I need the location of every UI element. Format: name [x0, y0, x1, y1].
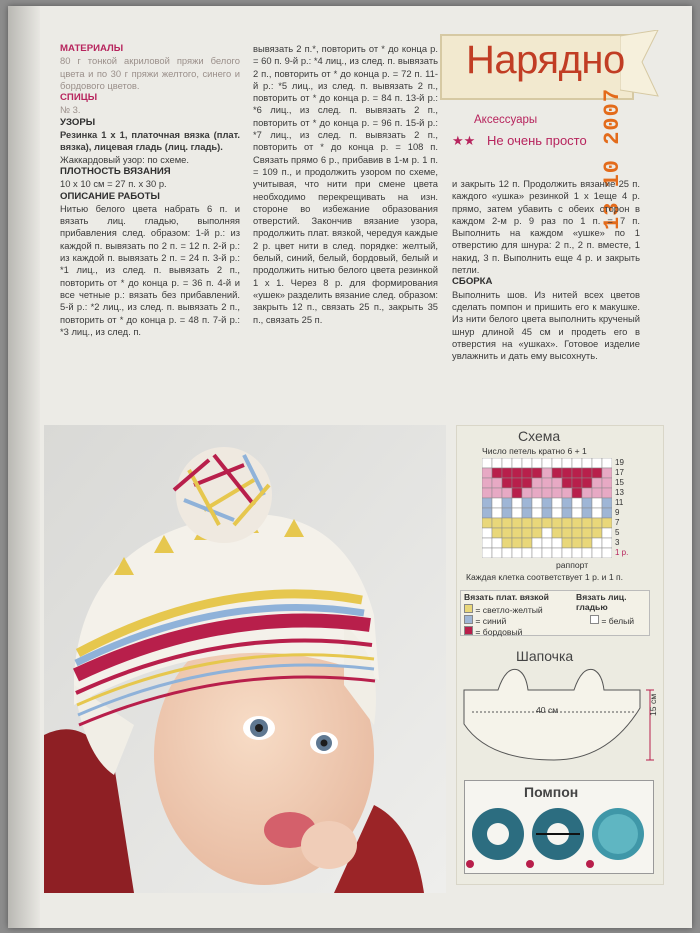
chart-cell — [552, 468, 562, 478]
chart-cell — [562, 498, 572, 508]
chart-cell — [492, 468, 502, 478]
yellow-swatch — [464, 604, 473, 613]
burgundy-swatch — [464, 626, 473, 635]
chart-cell — [562, 518, 572, 528]
chart-cell — [522, 508, 532, 518]
blue-swatch — [464, 615, 473, 624]
page-binding — [8, 6, 40, 928]
chart-cell — [522, 498, 532, 508]
chart-cell — [592, 488, 602, 498]
chart-cell — [492, 458, 502, 468]
chart-cell — [492, 478, 502, 488]
chart-cell — [552, 518, 562, 528]
chart-cell — [502, 528, 512, 538]
chart-cell — [522, 458, 532, 468]
chart-cell — [602, 488, 612, 498]
patterns-heading: УЗОРЫ — [60, 116, 96, 128]
chart-cell — [542, 518, 552, 528]
chart-cell — [532, 488, 542, 498]
jacquard-text: Жаккардовый узор: по схеме. — [60, 153, 190, 165]
chart-cell — [502, 468, 512, 478]
chart-cell — [542, 508, 552, 518]
legend-garter-heading: Вязать плат. вязкой — [464, 592, 549, 602]
legend-white-label: = белый — [601, 616, 635, 626]
chart-cell — [572, 538, 582, 548]
chart-cell — [522, 528, 532, 538]
chart-cell — [502, 498, 512, 508]
chart-cell — [552, 488, 562, 498]
chart-cell — [482, 498, 492, 508]
chart-cell — [542, 528, 552, 538]
row-number: 17 — [615, 468, 624, 477]
row-number: 3 — [615, 538, 620, 547]
chart-cell — [532, 508, 542, 518]
chart-cell — [592, 508, 602, 518]
hat-title: Шапочка — [516, 648, 574, 664]
chart-cell — [562, 468, 572, 478]
row-number: 7 — [615, 518, 620, 527]
chart-cell — [502, 538, 512, 548]
chart-cell — [512, 548, 522, 558]
chart-cell — [602, 498, 612, 508]
chart-cell — [532, 528, 542, 538]
chart-cell — [532, 468, 542, 478]
legend-burgundy-label: = бордовый — [475, 627, 523, 637]
chart-cell — [562, 528, 572, 538]
chart-cell — [552, 538, 562, 548]
chart-cell — [582, 498, 592, 508]
row-number: 13 — [615, 488, 624, 497]
chart-cell — [542, 458, 552, 468]
gauge-text: 10 х 10 см = 27 п. х 30 р. — [60, 178, 167, 190]
chart-cell — [602, 548, 612, 558]
chart-cell — [542, 538, 552, 548]
column-3-text: и закрыть 12 п. Продолжить вязание 25 п. каждого «ушка» резинкой 1 х 1еще 4 р. прямо, затем убавить с обеих сторон в каждом 2-м р. 9 раз по 1 п. = 7 п. Выполнить на каждом «ушке» по 1 отверстию для шнура: 2 п., 2 п. вместе, 1 накид, 3 п. Выполнить еще 4 р. и закрыть петли. — [452, 178, 640, 276]
hat-height: 15 см — [648, 693, 658, 716]
chart-cell — [582, 458, 592, 468]
chart-cell — [572, 498, 582, 508]
chart-cell — [532, 498, 542, 508]
difficulty-stars: ★★ — [452, 133, 476, 148]
column-2 — [253, 43, 438, 326]
chart-cell — [522, 478, 532, 488]
baby-photo — [44, 425, 446, 893]
chart-cell — [552, 528, 562, 538]
white-swatch — [590, 615, 599, 624]
assembly-text: Выполнить шов. Из нитей всех цветов сделать помпон и пришить его к макушке. Из нити белого цвета выполнить крученый шнур длиной 45 см и продеть его в отверстия на «ушках». Готовое изделие увлажнить и дать ему высохнуть. — [452, 288, 640, 362]
chart-row-numbers — [615, 458, 637, 558]
chart-cell — [602, 468, 612, 478]
legend-white — [590, 615, 634, 626]
chart-cell — [562, 488, 572, 498]
chart-cell — [562, 458, 572, 468]
chart-cell — [502, 548, 512, 558]
chart-cell — [582, 468, 592, 478]
chart-cell — [512, 478, 522, 488]
row-number: 19 — [615, 458, 624, 467]
chart-cell — [582, 528, 592, 538]
date-stamp: 13 10 2007 — [600, 87, 625, 230]
chart-cell — [572, 548, 582, 558]
chart-cell — [512, 468, 522, 478]
rib-text: Резинка 1 х 1, платочная вязка (плат. вязка), лицевая гладь (лиц. гладь). — [60, 129, 240, 153]
chart-subtitle: Число петель кратно 6 + 1 — [482, 446, 587, 456]
chart-cell — [592, 468, 602, 478]
needles-heading: СПИЦЫ — [60, 92, 98, 104]
chart-cell — [522, 518, 532, 528]
chart-cell — [492, 498, 502, 508]
chart-cell — [492, 518, 502, 528]
difficulty-text: Не очень просто — [486, 133, 587, 148]
chart-cell — [492, 548, 502, 558]
row-number: 9 — [615, 508, 620, 517]
chart-cell — [592, 478, 602, 488]
chart-cell — [522, 468, 532, 478]
chart-cell — [542, 548, 552, 558]
chart-title: Схема — [518, 428, 561, 444]
chart-cell — [602, 528, 612, 538]
chart-cell — [522, 538, 532, 548]
work-heading: ОПИСАНИЕ РАБОТЫ — [60, 190, 160, 202]
chart-cell — [522, 548, 532, 558]
chart-cell — [482, 468, 492, 478]
chart-cell — [562, 538, 572, 548]
chart-cell — [512, 538, 522, 548]
gauge-heading: ПЛОТНОСТЬ ВЯЗАНИЯ — [60, 165, 171, 177]
chart-cell — [532, 518, 542, 528]
page-title: Нарядно — [466, 38, 625, 82]
chart-cell — [482, 458, 492, 468]
chart-cell — [572, 478, 582, 488]
chart-cell — [602, 508, 612, 518]
chart-cell — [492, 528, 502, 538]
chart-cell — [492, 538, 502, 548]
chart-cell — [512, 498, 522, 508]
chart-cell — [512, 508, 522, 518]
chart-cell — [592, 518, 602, 528]
hat-width: 40 см — [536, 705, 559, 715]
chart-cell — [552, 478, 562, 488]
chart-cell — [512, 488, 522, 498]
materials-text: 80 г тонкой акриловой пряжи белого цвета и по 30 г пряжи желтого, синего и бордового цветов. — [60, 55, 240, 91]
chart-cell — [602, 478, 612, 488]
assembly-heading: СБОРКА — [452, 276, 493, 288]
chart-cell — [512, 528, 522, 538]
legend-yellow — [464, 604, 543, 615]
legend-burgundy — [464, 626, 522, 637]
chart-cell — [532, 538, 542, 548]
chart-cell — [482, 528, 492, 538]
chart-cell — [542, 498, 552, 508]
chart-cell — [582, 548, 592, 558]
chart-cell — [582, 538, 592, 548]
chart-cell — [502, 518, 512, 528]
chart-cell — [572, 508, 582, 518]
chart-cell — [542, 478, 552, 488]
chart-cell — [562, 508, 572, 518]
repeat-label: раппорт — [556, 560, 589, 570]
column-3 — [452, 178, 640, 362]
column-2-text: вывязать 2 п.*, повторить от * до конца р. = 60 п. 9-й р.: *4 лиц., из след. п. вывязать 2 п., повторить от * до конца р. = 72 п. 11-й р.: *5 лиц., из след. п. вывязать 2 п., повторить от * до конца р. = 84 п. 13-й р.: *6 лиц., из след. п. вывязать 2 п., повторить от * до конца р. = 96 п. 15-й р.: *7 лиц., из след. п. вывязать 2 п., повторить от * до конца р. = 108 п. Связать прямо 6 р., прибавив в 1-м р. 1 п. = 109 п., и продолжить узором по схеме, учитывая, что нити при смене цвета необходимо перекрещивать на изн. стороне во избежание образования отверстий. Закончив вязание узора, продолжить плат. вязкой, чередуя каждые 2 р. цвет нити в след. порядке: желтый, белый, синий, белый, бордовый, белый и продолжить нитью белого цвета резинкой 1 х 1. Через 8 р. для формирования «ушек» разделить вязание след. образом: закрыть 12 п., связать 25 п., закрыть 35 п., связать 25 п. — [253, 43, 438, 325]
chart-cell — [482, 478, 492, 488]
difficulty-label — [452, 133, 587, 149]
pompon-title: Помпон — [524, 784, 579, 800]
category-label: Аксессуары — [474, 114, 538, 126]
chart-cell — [562, 548, 572, 558]
chart-cell — [592, 458, 602, 468]
chart-cell — [482, 538, 492, 548]
chart-cell — [482, 548, 492, 558]
chart-cell — [562, 478, 572, 488]
chart-cell — [502, 458, 512, 468]
row-number: 15 — [615, 478, 624, 487]
chart-cell — [582, 518, 592, 528]
chart-cell — [592, 498, 602, 508]
work-text: Нитью белого цвета набрать 6 п. и вязать лиц. гладью, выполняя прибавления след. образом: 1-й р.: из каждой п. вывязать по 2 п. = 12 п. 2-й р.: из каждой п. вывязать 2 п. = 24 п. 3-й р.: *1 лиц., из след. п. вывязать 2 п., повторить от * до конца р. = 36 п. 4-й и все четные р.: вязать без прибавлений. 5-й р.: *2 лиц., из след. п. вывязать 2 п., повторить от * до конца р. = 48 п. 7-й р.: *3 лиц., из след. п. — [60, 202, 240, 337]
chart-cell — [572, 468, 582, 478]
chart-cell — [552, 508, 562, 518]
chart-cell — [532, 458, 542, 468]
pompon-steps — [466, 800, 650, 870]
chart-cell — [582, 508, 592, 518]
chart-cell — [482, 518, 492, 528]
chart-cell — [572, 488, 582, 498]
jacquard-chart — [482, 458, 612, 558]
chart-cell — [542, 488, 552, 498]
row-number: 11 — [615, 498, 624, 507]
needles-text: № 3. — [60, 104, 81, 116]
chart-cell — [572, 518, 582, 528]
legend-yellow-label: = светло-желтый — [475, 605, 543, 615]
cell-note: Каждая клетка соответствует 1 р. и 1 п. — [466, 572, 624, 582]
chart-cell — [602, 518, 612, 528]
chart-cell — [502, 478, 512, 488]
chart-cell — [532, 478, 542, 488]
chart-cell — [502, 488, 512, 498]
chart-cell — [552, 548, 562, 558]
chart-cell — [582, 478, 592, 488]
chart-cell — [482, 508, 492, 518]
materials-heading: МАТЕРИАЛЫ — [60, 43, 124, 54]
chart-cell — [512, 518, 522, 528]
chart-cell — [492, 508, 502, 518]
chart-cell — [572, 528, 582, 538]
chart-cell — [522, 488, 532, 498]
chart-cell — [502, 508, 512, 518]
chart-cell — [592, 548, 602, 558]
chart-cell — [592, 538, 602, 548]
chart-cell — [572, 458, 582, 468]
chart-cell — [492, 488, 502, 498]
row-number: 5 — [615, 528, 620, 537]
chart-cell — [552, 498, 562, 508]
chart-cell — [602, 458, 612, 468]
legend-blue-label: = синий — [475, 616, 507, 626]
chart-cell — [512, 458, 522, 468]
chart-cell — [592, 528, 602, 538]
chart-cell — [482, 488, 492, 498]
chart-cell — [542, 468, 552, 478]
chart-cell — [602, 538, 612, 548]
legend-blue — [464, 615, 506, 626]
column-1 — [60, 43, 240, 338]
chart-cell — [552, 458, 562, 468]
legend-stockinette-heading: Вязать лиц. гладью — [576, 592, 627, 612]
row-number: 1 р. — [615, 548, 629, 557]
chart-cell — [532, 548, 542, 558]
chart-cell — [582, 488, 592, 498]
